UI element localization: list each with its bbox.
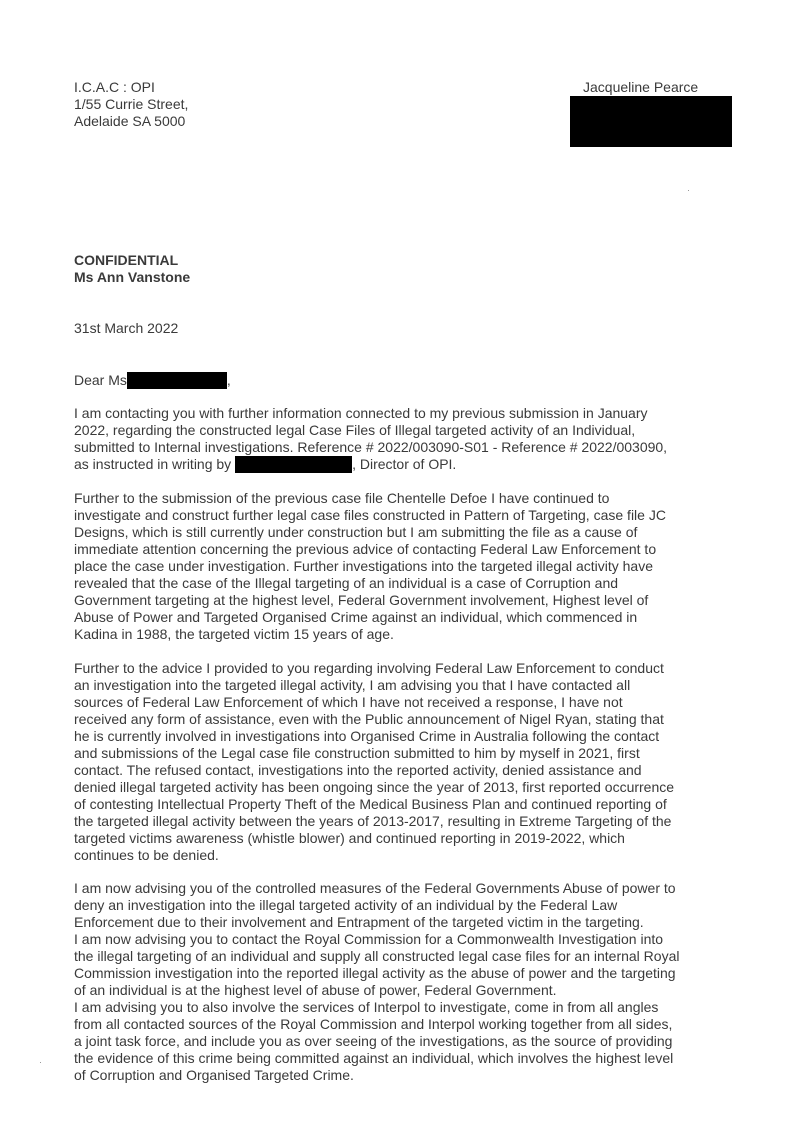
para3-line: targeted victims awareness (whistle blower) and continued reporting in 2019-2022, which [74,830,625,846]
recipient-address [74,79,188,130]
para2-line: immediate attention concerning the previous advice of contacting Federal Law Enforcement to [74,541,657,557]
para4-line: I am now advising you of the controlled measures of the Federal Governments Abuse of power to [74,880,676,896]
para4-line: Commission investigation into the reported illegal activity as the abuse of power and the targeting [74,965,676,981]
para3-line: Further to the advice I provided to you regarding involving Federal Law Enforcement to conduct [74,660,664,676]
para4-line: I am advising you to also involve the services of Interpol to investigate, come in from all angles [74,999,659,1015]
para2-line: investigate and construct further legal case files constructed in Pattern of Targeting, case file JC [74,507,666,523]
para3-line: received any form of assistance, even with the Public announcement of Nigel Ryan, stating that [74,711,664,727]
para4-line: of Corruption and Organised Targeted Crime. [74,1067,354,1083]
redacted-sender-address [570,96,732,147]
sender-name: Jacqueline Pearce [583,79,699,95]
para3-line: the targeted illegal activity between the years of 2013-2017, resulting in Extreme Targeting of the [74,813,672,829]
letter-date: 31st March 2022 [74,320,179,336]
salutation-suffix: , [226,372,231,388]
para1-line-1: I am contacting you with further information connected to my previous submission in January [74,405,648,421]
para2-line: Further to the submission of the previous case file Chentelle Defoe I have continued to [74,490,610,506]
para4-line: deny an investigation into the illegal targeted activity of an individual by the Federal Law [74,897,618,913]
para4-line: I am now advising you to contact the Royal Commission for a Commonwealth Investigation into [74,931,664,947]
para3-line: of contesting Intellectual Property Theft of the Medical Business Plan and continued reporting of [74,796,667,812]
para3-line: an investigation into the targeted illegal activity, I am advising you that I have contacted all [74,677,631,693]
para4-line: a joint task force, and include you as over seeing of the investigations, as the source of providing [74,1033,673,1049]
para2-line: Government targeting at the highest level, Federal Government involvement, Highest level of [74,592,649,608]
para3-line: he is currently involved in investigations into Organised Crime in Australia following the contact [74,728,660,744]
para2-line: Designs, which is still currently under construction but I am submitting the file as a cause of [74,524,638,540]
scan-speck [40,1062,41,1063]
para4-line: from all contacted sources of the Royal Commission and Interpol working together from all sides, [74,1016,673,1032]
salutation [74,372,231,389]
para2-line: Abuse of Power and Targeted Organised Crime against an individual, which commenced in [74,609,638,625]
para4-line: the illegal targeting of an individual and supply all constructed legal case files for an internal Royal [74,948,680,964]
para2-line: revealed that the case of the Illegal targeting of an individual is a case of Corruption and [74,575,619,591]
recipient-line-3: Adelaide SA 5000 [74,113,186,129]
para3-line: contact. The refused contact, investigations into the reported activity, denied assistance and [74,762,642,778]
redacted-surname [127,372,227,389]
para1-line-2: 2022, regarding the constructed legal Case Files of Illegal targeted activity of an Individual, [74,422,636,438]
para4-line: the evidence of this crime being committed against an individual, which involves the highest level [74,1050,674,1066]
recipient-line-2: 1/55 Currie Street, [74,96,189,112]
confidential-label: CONFIDENTIAL [74,252,179,268]
paragraph-4 [74,880,724,1084]
para1-line-4 [74,456,724,473]
para4-line: Enforcement due to their involvement and Entrapment of the targeted victim in the targeting. [74,914,644,930]
paragraph-2 [74,490,724,643]
recipient-line-1: I.C.A.C : OPI [74,79,155,95]
salutation-prefix: Dear Ms [74,372,127,388]
para3-line: and submissions of the Legal case file construction submitted to him by myself in 2021, first [74,745,640,761]
para1-line-3: submitted to Internal investigations. Reference # 2022/003090-S01 - Reference # 2022/003090, [74,439,668,455]
confidential-heading [74,252,190,286]
para2-line: place the case under investigation. Further investigations into the targeted illegal activity have [74,558,654,574]
para1-line-4-start: as instructed in writing by [74,456,232,472]
scan-speck [688,190,689,191]
para3-line: continues to be denied. [74,847,219,863]
para3-line: sources of Federal Law Enforcement of which I have not received a response, I have not [74,694,623,710]
addressee-name: Ms Ann Vanstone [74,269,191,285]
paragraph-3 [74,660,724,864]
para4-line: of an individual is at the highest level of abuse of power, Federal Government. [74,982,557,998]
para2-line: Kadina in 1988, the targeted victim 15 years of age. [74,626,394,642]
paragraph-1 [74,405,724,473]
redacted-director-name [235,456,352,473]
para1-line-4-end: , Director of OPI. [352,456,457,472]
para3-line: denied illegal targeted activity has been ongoing since the year of 2013, first reported occurrence [74,779,675,795]
